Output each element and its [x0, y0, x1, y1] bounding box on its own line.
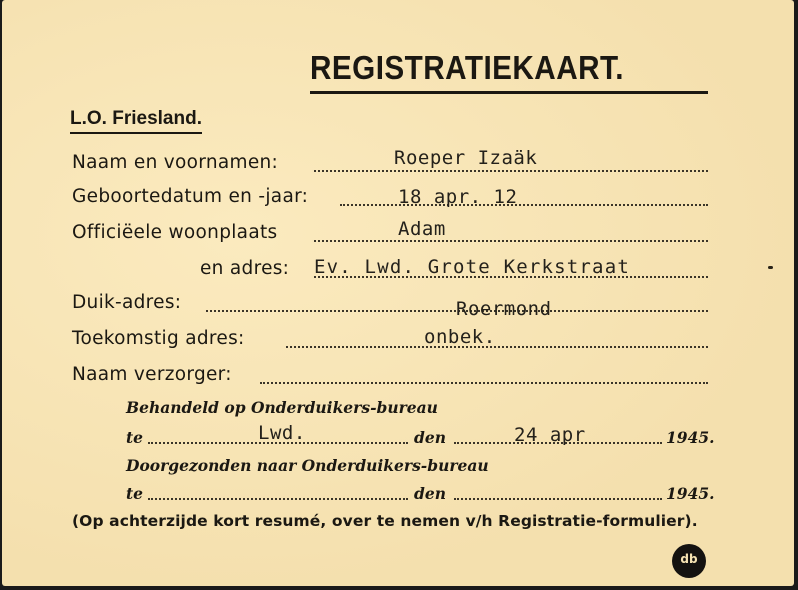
organization-heading: L.O. Friesland. [70, 108, 202, 134]
name-value: Roeper Izaäk [394, 147, 538, 169]
birthdate-value: 18 apr. 12 [398, 186, 518, 208]
handled-te-label: te [126, 428, 144, 447]
footer-note: (Op achterzijde kort resumé, over te nemen v/h Registratie-formulier). [72, 512, 698, 530]
forwarded-year: 1945. [666, 484, 715, 503]
future-address-value: onbek. [424, 326, 496, 348]
handled-te-value: Lwd. [258, 422, 306, 444]
address-label: en adres: [200, 258, 290, 279]
birthdate-line [340, 204, 708, 206]
title-underline [310, 91, 708, 94]
forwarded-den-line [454, 498, 662, 500]
card-title: REGISTRATIEKAART. [310, 49, 625, 86]
birthdate-label: Geboortedatum en -jaar: [72, 186, 309, 207]
residence-value: Adam [398, 218, 446, 240]
forwarded-den-label: den [414, 484, 446, 503]
name-label: Naam en voornamen: [72, 152, 279, 173]
hiding-address-value: Roermond [456, 298, 552, 320]
future-address-line [286, 346, 708, 348]
caretaker-line [260, 382, 708, 384]
caretaker-label: Naam verzorger: [72, 364, 232, 385]
future-address-label: Toekomstig adres: [72, 328, 245, 349]
registration-card [2, 0, 794, 586]
name-line [314, 170, 708, 172]
address-value: Ev. Lwd. Grote Kerkstraat [314, 256, 630, 278]
residence-label: Officiëele woonplaats [72, 222, 278, 243]
forwarded-heading: Doorgezonden naar Onderduikers-bureau [126, 456, 489, 475]
handled-den-label: den [414, 428, 446, 447]
handled-year: 1945. [666, 428, 715, 447]
residence-line [314, 240, 708, 242]
forwarded-te-line [148, 498, 408, 500]
printer-stamp-logo: db [672, 544, 706, 578]
handled-heading: Behandeld op Onderduikers-bureau [126, 398, 438, 417]
hiding-address-label: Duik-adres: [72, 292, 182, 313]
forwarded-te-label: te [126, 484, 144, 503]
handled-den-value: 24 apr [514, 424, 586, 446]
ink-speck [768, 266, 773, 269]
